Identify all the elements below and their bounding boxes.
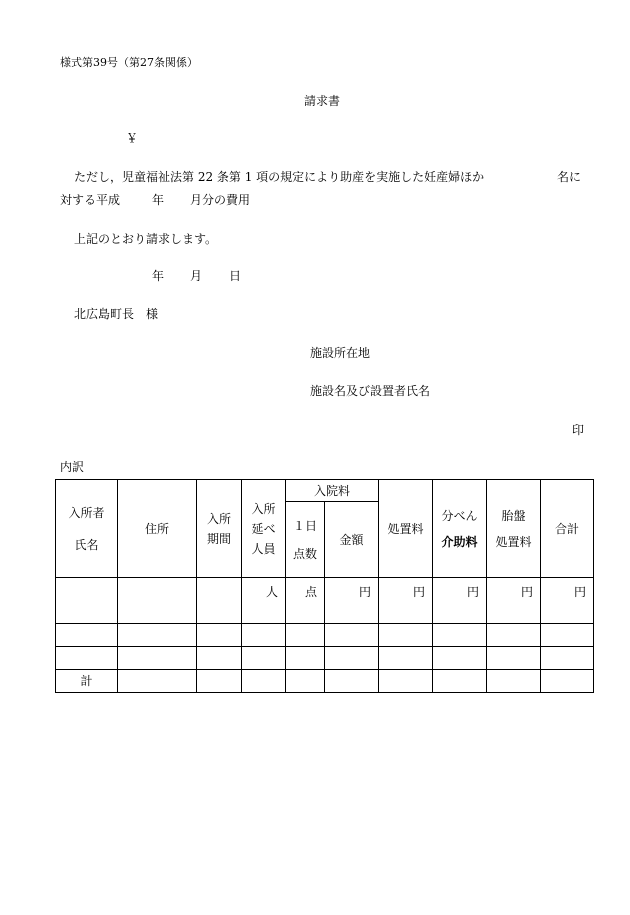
cell-period — [197, 578, 242, 624]
unit-yen-total: 円 — [541, 578, 594, 624]
facility-address-label: 施設所在地 — [310, 346, 371, 360]
table-total-row — [56, 670, 594, 693]
unit-yen-delivery: 円 — [433, 578, 487, 624]
body-line1-a: ただし，児童福祉法第 22 条第 1 項の規定により助産を実施した妊産婦ほか — [74, 170, 485, 184]
body-line2-a: 対する平成 — [60, 193, 121, 207]
header-daily-points: １日 点数 — [286, 502, 325, 578]
header-placenta-fee: 胎盤 処置料 — [487, 480, 541, 578]
table-row — [56, 624, 594, 647]
unit-yen-treatment: 円 — [379, 578, 433, 624]
header-delivery-fee: 分べん 介助料 — [433, 480, 487, 578]
header-treatment-fee: 処置料 — [379, 480, 433, 578]
addressee: 北広島町長 様 — [74, 307, 159, 321]
unit-persons: 人 — [242, 578, 286, 624]
seal-mark: 印 — [572, 423, 585, 437]
cell-name — [56, 578, 118, 624]
header-amount: 金額 — [325, 502, 379, 578]
header-total-persons: 入所 延べ 人員 — [242, 480, 286, 578]
body-line2-c: 月分の費用 — [190, 193, 251, 207]
unit-yen-placenta: 円 — [487, 578, 541, 624]
breakdown-table — [55, 479, 594, 693]
breakdown-label: 内訳 — [60, 460, 85, 474]
header-period: 入所 期間 — [197, 480, 242, 578]
form-number: 様式第39号（第27条関係） — [60, 56, 198, 69]
amount-symbol: ￥ — [126, 131, 139, 145]
date-month: 月 — [190, 269, 203, 283]
date-day: 日 — [229, 269, 242, 283]
date-year: 年 — [152, 269, 165, 283]
unit-yen-amount: 円 — [325, 578, 379, 624]
cell-address — [118, 578, 197, 624]
unit-points: 点 — [286, 578, 325, 624]
body-line1-b: 名に — [557, 170, 582, 184]
page-title: 請求書 — [304, 94, 341, 108]
header-resident-name: 入所者 氏名 — [56, 480, 118, 578]
facility-name-label: 施設名及び設置者氏名 — [310, 384, 431, 398]
table-row — [56, 647, 594, 670]
body-line2-b: 年 — [152, 193, 165, 207]
header-total: 合計 — [541, 480, 594, 578]
header-hospital-fee: 入院料 — [286, 480, 379, 502]
total-row-label: 計 — [56, 670, 118, 693]
request-sentence: 上記のとおり請求します。 — [74, 232, 218, 246]
table-row — [56, 578, 594, 624]
header-address: 住所 — [118, 480, 197, 578]
